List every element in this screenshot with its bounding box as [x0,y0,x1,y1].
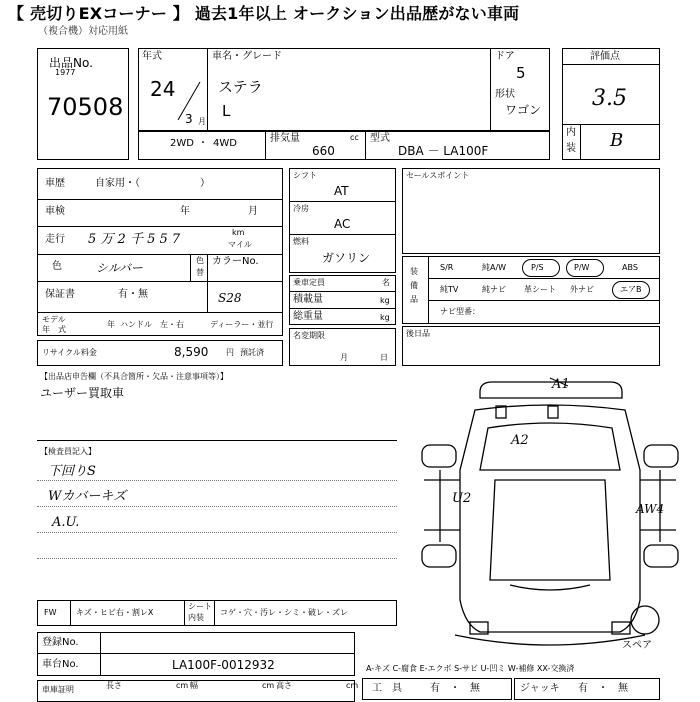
equip-pw: P/W [574,263,590,272]
shift-label: シフト [293,171,317,180]
fuel-value: ガソリン [322,251,371,265]
chassis-label: 車台No. [42,659,79,670]
inspector-note-3: A.U. [52,515,80,530]
sales-point-label: セールスポイント [406,171,470,180]
damage-legend: A-キズ C-腐食 E-エクボ S-サビ U-凹ミ W-補修 XX-交換済 [366,664,575,673]
recycle-label: リサイクル料金 [42,348,97,357]
tools-value: 有 ・ 無 [430,683,480,694]
equip-ext-navi: 外ナビ [570,285,594,294]
inspector-note-2: Wカバーキズ [48,489,127,504]
mark-aw4: AW4 [636,502,665,516]
gross-unit: kg [380,313,390,322]
lot-label: 出品No. [49,56,93,70]
shape-label: 形状 [495,89,515,100]
nenshiki-value: 24 [150,77,176,101]
interior-label-1: 内 [566,127,576,138]
color-value: シルバー [96,261,143,275]
color-no-label: カラーNo. [212,256,259,267]
tools-label: 工 具 [372,683,402,694]
model-label: 型式 [370,133,390,144]
mark-a2: A2 [511,433,529,448]
certificate-width: 幅 [190,681,198,690]
recycle-note: 預託済 [240,348,264,357]
shaken-year: 年 [180,206,190,217]
color-change-1: 色 [196,256,204,265]
door-value: 5 [516,64,526,82]
capacity-label: 乗車定員 [293,278,325,287]
certificate-length-unit: cm [176,681,189,690]
paper-note: （複合機）対応用紙 [38,26,128,37]
chassis-value: LA100F-0012932 [172,658,275,672]
model-year-label-1: モデル [42,315,66,324]
aircon-label: 冷房 [293,204,309,213]
displacement-label: 排気量 [270,133,300,144]
mileage-unit-mile: マイル [228,240,252,249]
equip-abs: ABS [622,263,638,272]
load-unit: kg [380,296,390,305]
name-change-label: 名変期限 [293,331,325,340]
displacement-value: 660 [312,144,335,158]
drive-4wd: 4WD [213,138,237,149]
capacity-unit: 名 [382,278,390,287]
equip-leather: 革シート [524,285,556,294]
spare-label: スペア [622,640,652,651]
notice-value: ユーザー買取車 [40,386,125,400]
certificate-label: 車庫証明 [42,685,74,694]
jack-label: ジャッキ [520,683,560,694]
nenshiki-month: 3 [185,112,193,126]
lot-year-tag: 1977 [55,68,76,77]
drive-sep: ・ [198,138,208,149]
color-label: 色 [52,261,62,272]
shape-value: ワゴン [505,103,542,117]
shamei-name: ステラ [218,78,263,96]
fw-sheet-1: シート [188,602,212,611]
history-label: 車歴 [45,178,65,189]
mileage-unit-km: km [232,228,245,237]
inspector-note-1: 下回りS [48,464,96,479]
banner: 【 売切りEXコーナー 】 過去1年以上 オークション出品歴がない車両 [8,4,520,23]
equip-aw: 純A/W [482,263,507,272]
history-block [37,168,283,336]
model-year-label-2: 年 式 [42,325,66,334]
drive-2wd: 2WD [170,138,194,149]
fw-items: キズ・ヒビ右・割レX [76,608,154,617]
equipment-side-1: 装 [410,267,418,276]
interior-label-2: 装 [566,143,576,154]
certificate-length: 長さ [106,681,122,690]
nenshiki-label: 年式 [142,51,162,62]
mark-a1: A1 [552,377,570,392]
later-date-box [402,326,660,366]
mileage-label: 走行 [45,234,65,245]
fw-sheet-2: 内装 [188,613,204,622]
model-year-unit: 年 [107,320,115,329]
dealer-type: ディーラー・並行 [210,320,274,329]
fw-label: FW [44,608,57,617]
navi-model-label: ナビ型番： [440,307,480,316]
gross-label: 総重量 [293,311,323,322]
equipment-side-2: 備 [410,281,418,290]
shaken-month: 月 [248,206,258,217]
warranty-value: 有・無 [118,289,148,300]
fuel-label: 燃料 [293,237,309,246]
name-change-month: 月 [340,353,348,362]
inspector-label: 【検査員記入】 [40,447,96,456]
warranty-label: 保証書 [45,289,75,300]
door-label: ドア [495,51,515,62]
equip-airbag: エアB [620,285,642,294]
registration-label: 登録No. [42,637,79,648]
equipment-side-3: 品 [410,295,418,304]
jack-value: 有 ・ 無 [578,683,628,694]
certificate-height: 高さ [276,681,292,690]
name-change-day: 日 [380,353,388,362]
score-label: 評価点 [590,51,620,62]
equip-tv: 純TV [440,285,459,294]
mark-u2: U2 [452,491,472,506]
handle-side: ハンドル 左・右 [120,320,184,329]
displacement-unit: cc [350,133,359,142]
sales-point-box [402,168,660,254]
lot-number: 70508 [47,93,124,121]
nenshiki-month-unit: 月 [198,117,206,126]
recycle-unit: 円 [226,348,234,357]
shift-value: AT [334,184,349,198]
certificate-width-unit: cm [262,681,275,690]
history-value: 自家用・（ ） [95,178,210,189]
aircon-value: AC [334,217,351,231]
shaken-label: 車検 [45,206,65,217]
color-change-2: 替 [196,268,204,277]
model-value: DBA － LA100F [398,144,489,158]
equip-ps: P/S [531,263,544,272]
equip-sr: S/R [440,263,454,272]
color-no-value: S28 [218,291,242,305]
mileage-value: 5 万 2 千 5 5 7 [88,232,181,247]
fw-dirt: コゲ・穴・汚レ・シミ・破レ・ズレ [220,608,348,617]
certificate-height-unit: cm [346,681,359,690]
shamei-grade: L [222,102,231,120]
shamei-label: 車名・グレード [212,51,282,62]
notice-label: 【出品店申告欄（不具合箇所・欠品・注意事項等）】 [40,372,228,381]
score-value: 3.5 [592,86,627,111]
load-label: 積載量 [293,294,323,305]
recycle-value: 8,590 [174,345,209,359]
equip-navi: 純ナビ [482,285,506,294]
later-date-label: 後日品 [406,329,430,338]
interior-value: B [610,130,624,151]
